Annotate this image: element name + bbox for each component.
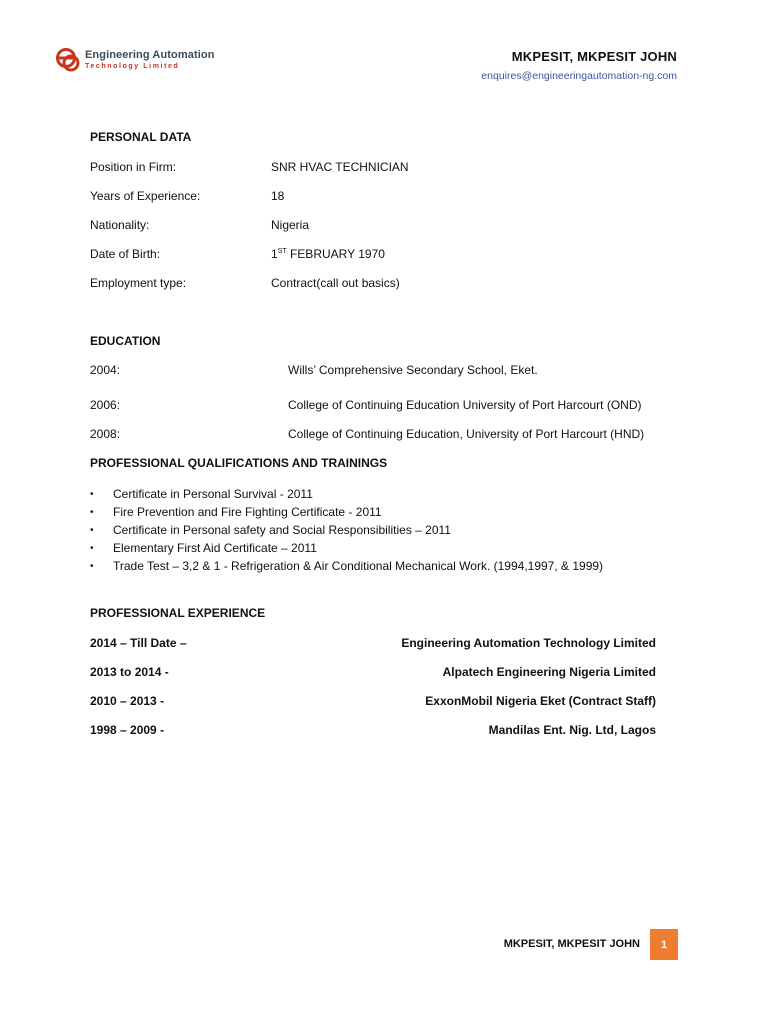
dob-label: Date of Birth:	[90, 247, 161, 261]
nationality-value: Nigeria	[271, 218, 310, 232]
dob-value	[271, 247, 385, 261]
education-heading: EDUCATION	[90, 334, 161, 348]
list-item	[90, 521, 603, 539]
employment-type-label: Employment type:	[90, 276, 187, 290]
page-number-badge: 1	[650, 929, 678, 960]
position-value: SNR HVAC TECHNICIAN	[271, 160, 409, 174]
company-logo	[55, 46, 215, 74]
experience-company: Mandilas Ent. Nig. Ltd, Lagos	[488, 723, 656, 737]
personal-data-heading: PERSONAL DATA	[90, 130, 192, 144]
experience-period: 1998 – 2009 -	[90, 723, 165, 737]
qualifications-list	[90, 485, 603, 575]
bullet-icon: •	[90, 488, 94, 500]
experience-company: ExxonMobil Nigeria Eket (Contract Staff)	[425, 694, 656, 708]
header-candidate-name: MKPESIT, MKPESIT JOHN	[511, 49, 677, 64]
bullet-icon: •	[90, 560, 94, 572]
qualification-text: Certificate in Personal safety and Social Responsibilities – 2011	[113, 523, 451, 537]
list-item	[90, 557, 603, 575]
education-institution: College of Continuing Education University of Port Harcourt (OND)	[288, 398, 642, 412]
nationality-label: Nationality:	[90, 218, 150, 232]
experience-years-label: Years of Experience:	[90, 189, 201, 203]
list-item	[90, 539, 603, 557]
qualification-text: Fire Prevention and Fire Fighting Certificate - 2011	[113, 505, 382, 519]
qualification-text: Trade Test – 3,2 & 1 - Refrigeration & Air Conditional Mechanical Work. (1994,1997, & 1999)	[113, 559, 604, 573]
company-logo-mark-icon	[55, 46, 81, 74]
qualification-text: Elementary First Aid Certificate – 2011	[113, 541, 317, 555]
education-institution: Wills’ Comprehensive Secondary School, Eket.	[288, 363, 538, 377]
experience-period: 2010 – 2013 -	[90, 694, 165, 708]
dob-day-suffix: ST	[277, 248, 287, 255]
bullet-icon: •	[90, 542, 94, 554]
footer-candidate-name: MKPESIT, MKPESIT JOHN	[503, 938, 640, 950]
experience-period: 2014 – Till Date –	[90, 636, 187, 650]
dob-month-year: FEBRUARY 1970	[286, 247, 385, 261]
experience-heading: PROFESSIONAL EXPERIENCE	[90, 606, 266, 620]
list-item	[90, 485, 603, 503]
experience-period: 2013 to 2014 -	[90, 665, 169, 679]
employment-type-value: Contract(call out basics)	[271, 276, 400, 290]
logo-company-name: Engineering Automation	[85, 49, 215, 61]
bullet-icon: •	[90, 506, 94, 518]
education-year: 2008:	[90, 427, 121, 441]
header-email-link[interactable]: enquires@engineeringautomation-ng.com	[481, 70, 677, 82]
experience-company: Alpatech Engineering Nigeria Limited	[442, 665, 656, 679]
experience-years-value: 18	[271, 189, 285, 203]
experience-company: Engineering Automation Technology Limited	[401, 636, 656, 650]
education-year: 2006:	[90, 398, 121, 412]
education-year: 2004:	[90, 363, 121, 377]
list-item	[90, 503, 603, 521]
logo-company-subtitle: Technology Limited	[85, 63, 180, 70]
position-label: Position in Firm:	[90, 160, 177, 174]
education-institution: College of Continuing Education, University of Port Harcourt (HND)	[288, 427, 645, 441]
qualification-text: Certificate in Personal Survival - 2011	[113, 487, 313, 501]
bullet-icon: •	[90, 524, 94, 536]
dob-day: 1	[271, 247, 278, 261]
qualifications-heading: PROFESSIONAL QUALIFICATIONS AND TRAININGS	[90, 456, 388, 470]
